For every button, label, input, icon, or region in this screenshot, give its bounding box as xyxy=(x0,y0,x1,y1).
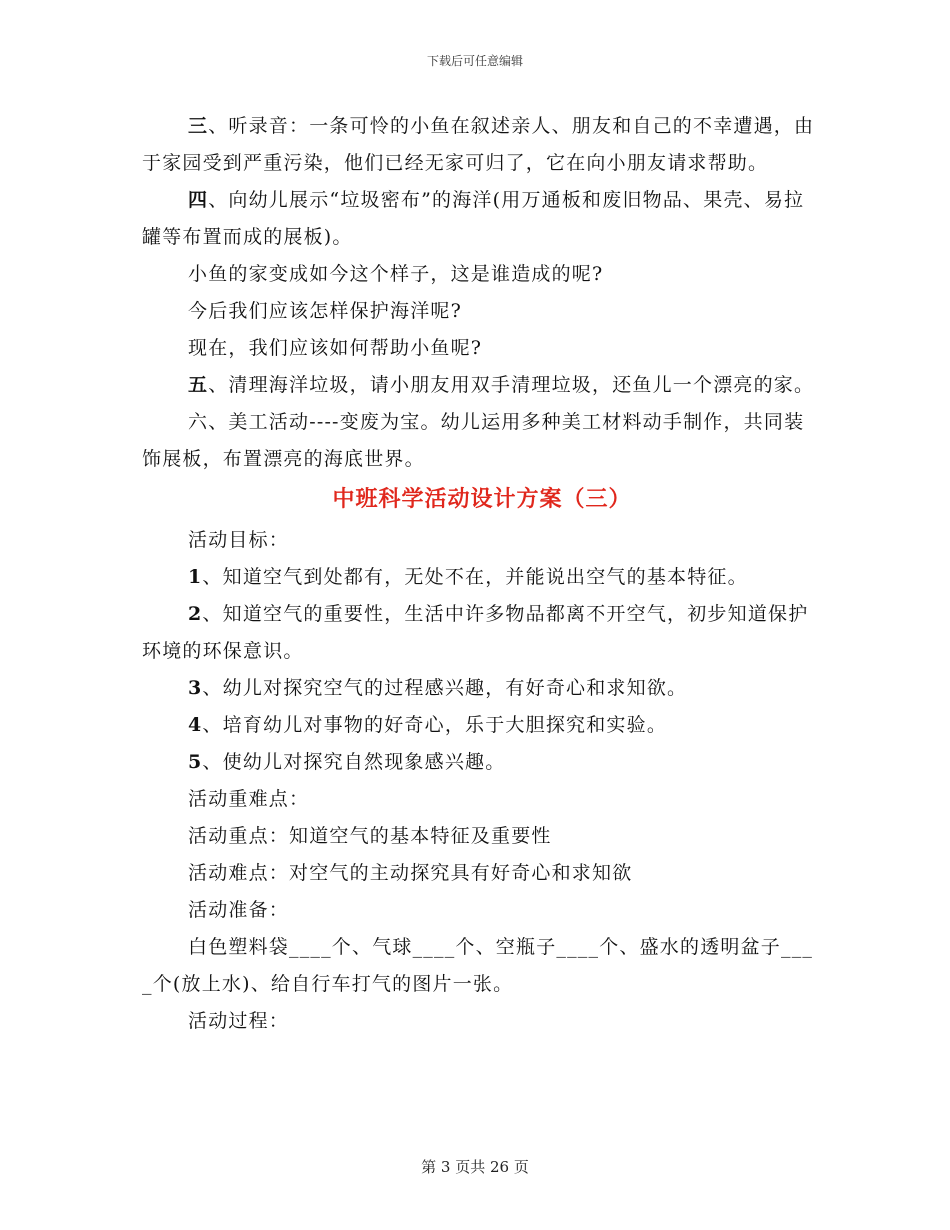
paragraph: 4、培育幼儿对事物的好奇心，乐于大胆探究和实验。 xyxy=(188,714,668,736)
paragraph: 2、知道空气的重要性，生活中许多物品都离不开空气，初步知道保护环境的环保意识。 xyxy=(142,603,809,662)
paragraph: 四、向幼儿展示“垃圾密布”的海洋(用万通板和废旧物品、果壳、易拉罐等布置而成的展板)。 xyxy=(142,189,805,248)
page-footer: 第 3 页共 26 页 xyxy=(421,1158,529,1176)
section-2 xyxy=(142,522,822,1040)
paragraph: 5、使幼儿对探究自然现象感兴趣。 xyxy=(188,751,506,773)
paragraph: 3、幼儿对探究空气的过程感兴趣，有好奇心和求知欲。 xyxy=(188,677,688,699)
paragraph: 白色塑料袋____个、气球____个、空瓶子____个、盛水的透明盆子____个(放上水)、给自行车打气的图片一张。 xyxy=(142,936,814,995)
paragraph: 活动过程： xyxy=(188,1010,290,1032)
paragraph: 活动准备： xyxy=(188,899,290,921)
paragraph: 1、知道空气到处都有，无处不在，并能说出空气的基本特征。 xyxy=(188,566,748,588)
paragraph: 活动重难点： xyxy=(188,788,310,810)
paragraph: 活动重点：知道空气的基本特征及重要性 xyxy=(188,825,552,847)
paragraph: 三、听录音：一条可怜的小鱼在叙述亲人、朋友和自己的不幸遭遇，由于家园受到严重污染，他们已经无家可归了，它在向小朋友请求帮助。 xyxy=(142,115,815,174)
page-header: 下载后可任意编辑 xyxy=(426,54,523,68)
paragraph: 活动目标： xyxy=(188,529,290,551)
section-1 xyxy=(142,108,822,478)
paragraph: 今后我们应该怎样保护海洋呢? xyxy=(188,300,462,322)
document-body xyxy=(142,108,822,1040)
paragraph: 现在，我们应该如何帮助小鱼呢? xyxy=(188,337,483,359)
paragraph: 五、清理海洋垃圾，请小朋友用双手清理垃圾，还鱼儿一个漂亮的家。 xyxy=(188,374,815,396)
paragraph: 六、美工活动----变废为宝。幼儿运用多种美工材料动手制作，共同装饰展板，布置漂亮的海底世界。 xyxy=(142,411,805,470)
paragraph: 活动难点：对空气的主动探究具有好奇心和求知欲 xyxy=(188,862,633,884)
section-title: 中班科学活动设计方案（三） xyxy=(332,487,632,512)
paragraph: 小鱼的家变成如今这个样子，这是谁造成的呢? xyxy=(188,263,604,285)
